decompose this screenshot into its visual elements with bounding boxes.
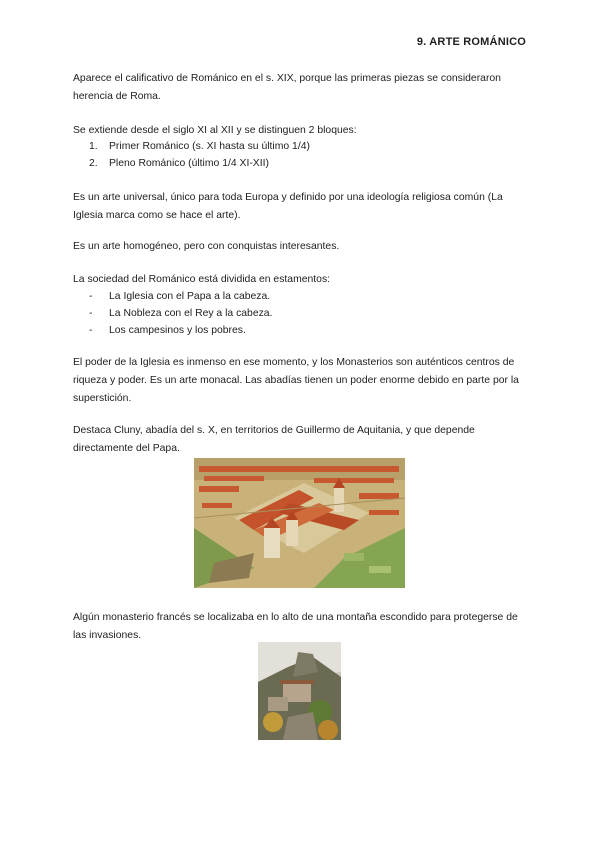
list-item bbox=[0, 288, 600, 305]
numbered-list bbox=[0, 138, 600, 172]
paragraph-period: Se extiende desde el siglo XI al XII y se distinguen 2 bloques: bbox=[73, 125, 357, 136]
paragraph-intro: Aparece el calificativo de Románico en el s. XIX, porque las primeras piezas se consideraron herencia de Roma. bbox=[73, 73, 501, 102]
list-item bbox=[0, 138, 600, 155]
list-item-text: Primer Románico (s. XI hasta su último 1/4) bbox=[109, 141, 310, 152]
list-item bbox=[0, 155, 600, 172]
page-heading: 9. ARTE ROMÁNICO bbox=[416, 36, 526, 48]
paragraph-church-power: El poder de la Iglesia es inmenso en ese momento, y los Monasterios son auténticos centros de riqueza y poder. Es un arte monacal. Las abadías tienen un poder enorme debido en parte por la superstición. bbox=[73, 357, 519, 404]
paragraph-mountain-monastery: Algún monasterio francés se localizaba en lo alto de una montaña escondido para protegerse de las invasiones. bbox=[73, 612, 518, 641]
paragraph-society: La sociedad del Románico está dividida en estamentos: bbox=[73, 274, 331, 285]
list-item bbox=[0, 322, 600, 339]
paragraph-universal: Es un arte universal, único para toda Europa y definido por una ideología religiosa común (La Iglesia marca como se hace el arte). bbox=[73, 192, 503, 221]
list-item-text: La Nobleza con el Rey a la cabeza. bbox=[109, 308, 273, 319]
list-item-text: La Iglesia con el Papa a la cabeza. bbox=[109, 291, 271, 302]
list-marker: - bbox=[89, 291, 93, 302]
paragraph-cluny: Destaca Cluny, abadía del s. X, en territorios de Guillermo de Aquitania, y que depende directamente del Papa. bbox=[73, 425, 475, 454]
cluny-abbey-image bbox=[194, 458, 405, 588]
list-item bbox=[0, 305, 600, 322]
list-marker: - bbox=[89, 325, 93, 336]
mountain-monastery-image bbox=[258, 642, 341, 740]
list-item-text: Pleno Románico (último 1/4 XI-XII) bbox=[109, 158, 269, 169]
paragraph-homogeneous: Es un arte homogéneo, pero con conquistas interesantes. bbox=[73, 241, 340, 252]
bullet-list bbox=[0, 288, 600, 339]
list-item-text: Los campesinos y los pobres. bbox=[109, 325, 246, 336]
list-marker: - bbox=[89, 308, 93, 319]
list-marker: 1. bbox=[89, 141, 98, 152]
list-marker: 2. bbox=[89, 158, 98, 169]
